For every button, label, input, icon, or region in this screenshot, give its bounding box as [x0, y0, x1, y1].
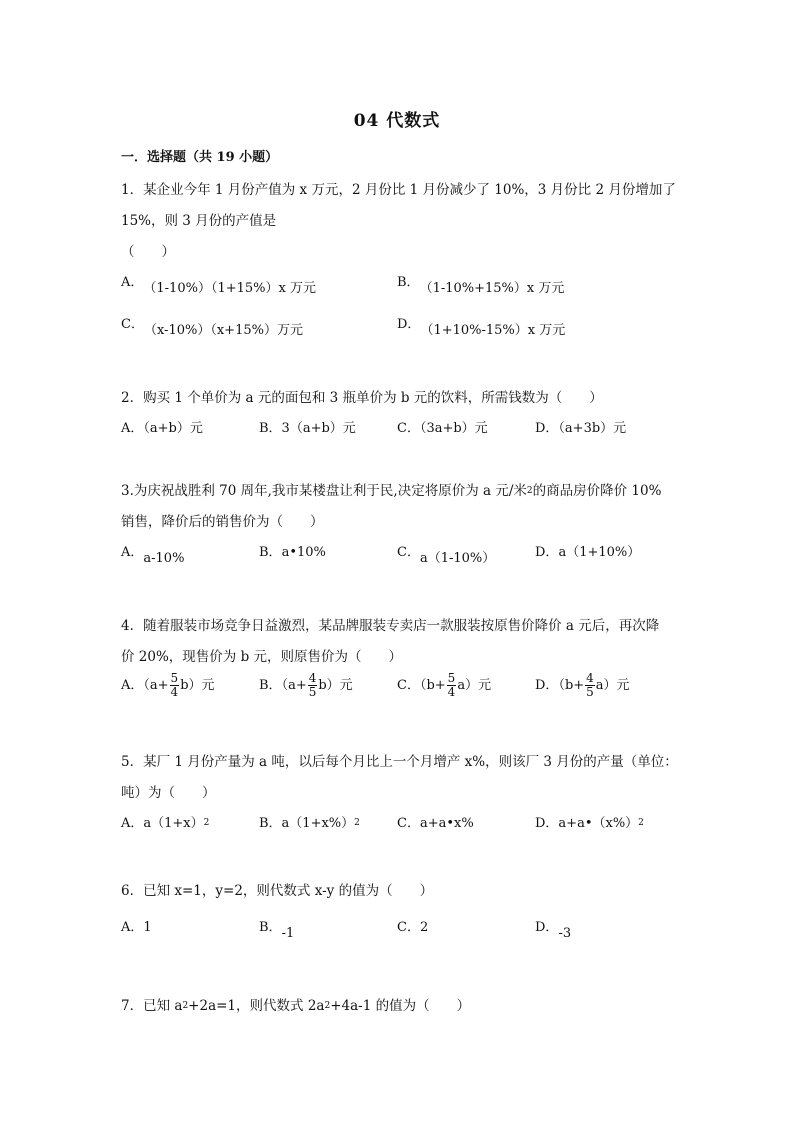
option-text: 2 — [419, 920, 429, 935]
option-text: b）元 — [180, 678, 215, 693]
q1-answer-blank: （ ） — [121, 244, 175, 260]
q4-option-d[interactable] — [535, 672, 630, 699]
fraction — [447, 672, 457, 699]
q2-option-a[interactable]: A．（a+b）元 — [121, 421, 203, 436]
option-text: a）元 — [595, 678, 630, 693]
q1-stem-line2: 15%，则 3 月份的产值是 — [121, 213, 277, 229]
section-heading: 一．选择题（共 19 小题） — [121, 150, 279, 165]
option-text: a（1+10%） — [558, 545, 641, 560]
q4-option-b[interactable] — [259, 672, 353, 699]
q3-option-b[interactable] — [259, 541, 326, 560]
q5-option-a[interactable] — [121, 812, 209, 831]
q4-stem-line2: 价 20%，现售价为 b 元，则原售价为（ ） — [121, 649, 403, 665]
option-text: （b+ — [419, 678, 446, 693]
option-text: -1 — [281, 926, 295, 941]
fraction-denominator: 4 — [447, 685, 456, 699]
q3-option-c[interactable] — [397, 541, 496, 566]
option-text: B．a（1+x%） — [259, 816, 355, 831]
fraction — [308, 672, 318, 699]
option-text: a）元 — [457, 678, 492, 693]
q4-stem-line1: 4．随着服装市场竞争日益激烈，某品牌服装专卖店一款服装按原售价降价 a 元后，再次降 — [121, 618, 660, 634]
q6-stem: 6．已知 x=1，y=2，则代数式 x-y 的值为（ ） — [121, 883, 434, 899]
fraction-denominator: 5 — [586, 685, 594, 699]
option-label: C． — [121, 317, 144, 332]
option-text: 1 — [143, 920, 152, 935]
fraction-numerator: 5 — [447, 671, 456, 685]
q5-stem-line1: 5．某厂 1 月份产量为 a 吨，以后每个月比上一个月增产 x%，则该厂 3 月份的产量（单位： — [121, 754, 678, 770]
superscript: 2 — [203, 818, 210, 828]
fraction-numerator: 5 — [170, 671, 179, 685]
superscript: 2 — [526, 486, 533, 496]
option-text: a•10% — [281, 545, 326, 560]
option-label: D． — [535, 920, 559, 935]
q5-option-b[interactable] — [259, 812, 360, 831]
q3-option-d[interactable] — [535, 541, 640, 560]
q7-stem — [121, 994, 470, 1014]
q1-option-b[interactable] — [397, 271, 565, 296]
option-text: D．a+a•（x%） — [535, 816, 639, 831]
option-label: C． — [397, 920, 420, 935]
option-text: a（1-10%） — [419, 551, 496, 566]
option-label: B． — [259, 545, 282, 560]
fraction — [585, 672, 595, 699]
q2-option-d[interactable]: D．（a+3b）元 — [535, 421, 627, 436]
option-text: C．a+a•x% — [397, 816, 474, 831]
q7-stem-text: +4a-1 的值为（ ） — [330, 998, 471, 1014]
fraction — [170, 672, 180, 699]
q7-stem-text: +2a=1，则代数式 2a — [188, 998, 325, 1014]
fraction-numerator: 4 — [586, 671, 594, 685]
fraction-denominator: 4 — [170, 685, 179, 699]
q5-stem-line2: 吨）为（ ） — [121, 785, 216, 801]
option-text: （a+ — [143, 678, 169, 693]
q3-stem-text: 的商品房价降价 10% — [532, 483, 662, 499]
q3-stem-line2: 销售，降价后的销售价为（ ） — [121, 514, 324, 530]
superscript: 2 — [182, 1001, 189, 1011]
q1-option-c[interactable] — [121, 313, 303, 338]
q3-stem-line1 — [121, 479, 661, 499]
superscript: 2 — [354, 818, 360, 828]
option-text: -3 — [558, 926, 572, 941]
superscript: 2 — [638, 818, 644, 828]
option-label: B． — [259, 678, 282, 693]
q6-option-d[interactable] — [535, 916, 572, 941]
q6-option-c[interactable] — [397, 916, 428, 935]
superscript: 2 — [324, 1001, 331, 1011]
q3-stem-text: 3.为庆祝战胜利 70 周年,我市某楼盘让利于民,决定将原价为 a 元/米 — [121, 483, 527, 499]
option-label: A． — [121, 678, 144, 693]
q1-option-d[interactable] — [397, 313, 566, 338]
q1-option-a[interactable] — [121, 271, 316, 296]
option-text: a-10% — [143, 551, 185, 566]
q5-option-c[interactable] — [397, 812, 474, 831]
option-label: C． — [397, 545, 420, 560]
q2-option-c[interactable]: C．（3a+b）元 — [397, 421, 488, 436]
q2-stem: 2．购买 1 个单价为 a 元的面包和 3 瓶单价为 b 元的饮料，所需钱数为（ ） — [121, 390, 603, 406]
option-text: A．a（1+x） — [121, 816, 204, 831]
option-label: D． — [535, 678, 559, 693]
option-text: （1-10%）（1+15%）x 万元 — [143, 281, 316, 296]
fraction-denominator: 5 — [308, 685, 317, 699]
option-label: B． — [259, 920, 282, 935]
option-text: （x-10%）（x+15%）万元 — [143, 323, 303, 338]
q5-option-d[interactable] — [535, 812, 644, 831]
q7-stem-text: 7．已知 a — [121, 998, 183, 1014]
option-text: （1-10%+15%）x 万元 — [419, 281, 565, 296]
page-title: 04 代数式 — [353, 111, 441, 131]
option-label: D． — [535, 545, 559, 560]
q1-stem-line1: 1．某企业今年 1 月份产值为 x 万元，2 月份比 1 月份减少了 10%，3 月份比 2 月份增加了 — [121, 182, 676, 198]
option-label: C． — [397, 678, 420, 693]
option-text: （1+10%-15%）x 万元 — [420, 323, 566, 338]
q3-option-a[interactable] — [121, 541, 185, 566]
q4-option-c[interactable] — [397, 672, 491, 699]
option-text: （b+ — [558, 678, 585, 693]
q4-option-a[interactable] — [121, 672, 215, 699]
fraction-numerator: 4 — [308, 671, 317, 685]
q6-option-a[interactable] — [121, 916, 152, 935]
option-text: （a+ — [281, 678, 307, 693]
option-label: D． — [397, 317, 421, 332]
q6-option-b[interactable] — [259, 916, 295, 941]
option-label: A． — [121, 275, 144, 290]
option-label: A． — [121, 920, 144, 935]
option-label: A． — [121, 545, 144, 560]
q2-option-b[interactable]: B．3（a+b）元 — [259, 421, 356, 436]
option-text: b）元 — [318, 678, 353, 693]
option-label: B． — [397, 275, 420, 290]
